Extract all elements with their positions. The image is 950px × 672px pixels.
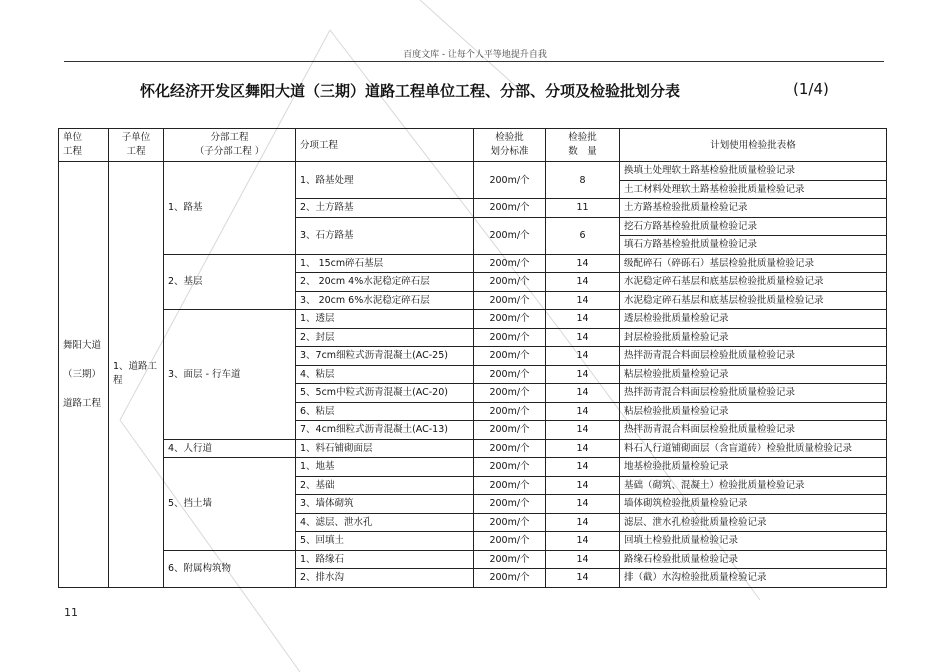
batch-standard-cell: 200m/个 — [474, 439, 546, 458]
item-name-cell: 3、 20cm 6%水泥稳定碎石层 — [296, 291, 474, 310]
item-name-cell: 5、回填土 — [296, 532, 474, 551]
division-cell: 1、路基 — [164, 162, 296, 255]
record-form-cell: 排（截）水沟检验批质量检验记录 — [620, 569, 887, 588]
division-table — [58, 128, 887, 588]
item-name-cell: 1、料石铺砌面层 — [296, 439, 474, 458]
record-form-cell: 热拌沥青混合料面层检验批质量检验记录 — [620, 384, 887, 403]
col-item: 分项工程 — [296, 129, 474, 162]
batch-standard-cell: 200m/个 — [474, 476, 546, 495]
item-name-cell: 1、路缘石 — [296, 550, 474, 569]
record-form-cell: 墙体砌筑检验批质量检验记录 — [620, 495, 887, 514]
table-row — [59, 162, 887, 181]
batch-count-cell: 14 — [546, 254, 620, 273]
batch-count-cell: 14 — [546, 328, 620, 347]
batch-count-cell: 14 — [546, 569, 620, 588]
item-name-cell: 7、4cm细粒式沥青混凝土(AC-13) — [296, 421, 474, 440]
batch-standard-cell: 200m/个 — [474, 217, 546, 254]
item-name-cell: 2、土方路基 — [296, 199, 474, 218]
record-form-cell: 土工材料处理软土路基检验批质量检验记录 — [620, 180, 887, 199]
record-form-cell: 透层检验批质量检验记录 — [620, 310, 887, 329]
batch-standard-cell: 200m/个 — [474, 495, 546, 514]
batch-standard-cell: 200m/个 — [474, 513, 546, 532]
col-batch-standard: 检验批 划分标准 — [474, 129, 546, 162]
col-record-form: 计划使用检验批表格 — [620, 129, 887, 162]
batch-standard-cell: 200m/个 — [474, 550, 546, 569]
col-unit-project: 单位 工程 — [59, 129, 109, 162]
batch-count-cell: 14 — [546, 365, 620, 384]
batch-standard-cell: 200m/个 — [474, 421, 546, 440]
table-row — [59, 310, 887, 329]
batch-count-cell: 14 — [546, 273, 620, 292]
unit-project-cell: 舞阳大道（三期）道路工程 — [59, 162, 109, 588]
record-form-cell: 热拌沥青混合料面层检验批质量检验记录 — [620, 421, 887, 440]
batch-standard-cell: 200m/个 — [474, 365, 546, 384]
page-number: 11 — [64, 606, 78, 619]
batch-count-cell: 14 — [546, 402, 620, 421]
record-form-cell: 填石方路基检验批质量检验记录 — [620, 236, 887, 255]
batch-count-cell: 14 — [546, 550, 620, 569]
record-form-cell: 级配碎石（碎砾石）基层检验批质量检验记录 — [620, 254, 887, 273]
batch-count-cell: 14 — [546, 476, 620, 495]
item-name-cell: 1、 15cm碎石基层 — [296, 254, 474, 273]
table-row — [59, 550, 887, 569]
item-name-cell: 5、5cm中粒式沥青混凝土(AC-20) — [296, 384, 474, 403]
batch-standard-cell: 200m/个 — [474, 199, 546, 218]
record-form-cell: 土方路基检验批质量检验记录 — [620, 199, 887, 218]
item-name-cell: 2、排水沟 — [296, 569, 474, 588]
batch-count-cell: 14 — [546, 291, 620, 310]
batch-standard-cell: 200m/个 — [474, 310, 546, 329]
batch-count-cell: 8 — [546, 162, 620, 199]
record-form-cell: 挖石方路基检验批质量检验记录 — [620, 217, 887, 236]
batch-count-cell: 14 — [546, 310, 620, 329]
item-name-cell: 3、7cm细粒式沥青混凝土(AC-25) — [296, 347, 474, 366]
batch-count-cell: 11 — [546, 199, 620, 218]
header-rule — [64, 61, 884, 62]
division-cell: 6、附属构筑物 — [164, 550, 296, 587]
batch-standard-cell: 200m/个 — [474, 532, 546, 551]
header-note: 百度文库 - 让每个人平等地提升自我 — [403, 50, 547, 60]
batch-standard-cell: 200m/个 — [474, 273, 546, 292]
page-indicator: (1/4) — [793, 80, 829, 98]
batch-count-cell: 14 — [546, 513, 620, 532]
batch-standard-cell: 200m/个 — [474, 458, 546, 477]
division-cell: 2、基层 — [164, 254, 296, 310]
batch-standard-cell: 200m/个 — [474, 384, 546, 403]
record-form-cell: 粘层检验批质量检验记录 — [620, 402, 887, 421]
record-form-cell: 路缘石检验批质量检验记录 — [620, 550, 887, 569]
document-title: 怀化经济开发区舞阳大道（三期）道路工程单位工程、分部、分项及检验批划分表 — [140, 82, 681, 100]
batch-count-cell: 14 — [546, 458, 620, 477]
item-name-cell: 2、基础 — [296, 476, 474, 495]
batch-standard-cell: 200m/个 — [474, 402, 546, 421]
record-form-cell: 滤层、泄水孔检验批质量检验记录 — [620, 513, 887, 532]
sub-unit-project-cell: 1、道路工程 — [109, 162, 164, 588]
batch-count-cell: 14 — [546, 495, 620, 514]
batch-standard-cell: 200m/个 — [474, 569, 546, 588]
item-name-cell: 1、路基处理 — [296, 162, 474, 199]
record-form-cell: 料石人行道铺砌面层（含盲道砖）检验批质量检验记录 — [620, 439, 887, 458]
batch-standard-cell: 200m/个 — [474, 347, 546, 366]
item-name-cell: 1、透层 — [296, 310, 474, 329]
item-name-cell: 2、封层 — [296, 328, 474, 347]
item-name-cell: 2、 20cm 4%水泥稳定碎石层 — [296, 273, 474, 292]
batch-standard-cell: 200m/个 — [474, 328, 546, 347]
batch-count-cell: 14 — [546, 421, 620, 440]
batch-count-cell: 14 — [546, 439, 620, 458]
table-header-row — [59, 129, 887, 162]
table-row — [59, 439, 887, 458]
record-form-cell: 地基检验批质量检验记录 — [620, 458, 887, 477]
item-name-cell: 1、地基 — [296, 458, 474, 477]
batch-count-cell: 6 — [546, 217, 620, 254]
item-name-cell: 6、粘层 — [296, 402, 474, 421]
record-form-cell: 热拌沥青混合料面层检验批质量检验记录 — [620, 347, 887, 366]
record-form-cell: 封层检验批质量检验记录 — [620, 328, 887, 347]
record-form-cell: 水泥稳定碎石基层和底基层检验批质量检验记录 — [620, 273, 887, 292]
division-cell: 5、挡土墙 — [164, 458, 296, 551]
record-form-cell: 换填土处理软土路基检验批质量检验记录 — [620, 162, 887, 181]
col-batch-count: 检验批 数 量 — [546, 129, 620, 162]
batch-count-cell: 14 — [546, 384, 620, 403]
col-sub-unit-project: 子单位 工程 — [109, 129, 164, 162]
division-cell: 4、人行道 — [164, 439, 296, 458]
record-form-cell: 水泥稳定碎石基层和底基层检验批质量检验记录 — [620, 291, 887, 310]
batch-count-cell: 14 — [546, 532, 620, 551]
table-row — [59, 458, 887, 477]
batch-standard-cell: 200m/个 — [474, 162, 546, 199]
record-form-cell: 基础（砌筑、混凝土）检验批质量检验记录 — [620, 476, 887, 495]
item-name-cell: 4、滤层、泄水孔 — [296, 513, 474, 532]
col-division: 分部工程 （子分部工程 ） — [164, 129, 296, 162]
table-row — [59, 254, 887, 273]
record-form-cell: 回填土检验批质量检验记录 — [620, 532, 887, 551]
batch-standard-cell: 200m/个 — [474, 254, 546, 273]
item-name-cell: 3、石方路基 — [296, 217, 474, 254]
record-form-cell: 粘层检验批质量检验记录 — [620, 365, 887, 384]
batch-standard-cell: 200m/个 — [474, 291, 546, 310]
item-name-cell: 4、粘层 — [296, 365, 474, 384]
item-name-cell: 3、墙体砌筑 — [296, 495, 474, 514]
division-cell: 3、面层 - 行车道 — [164, 310, 296, 440]
batch-count-cell: 14 — [546, 347, 620, 366]
